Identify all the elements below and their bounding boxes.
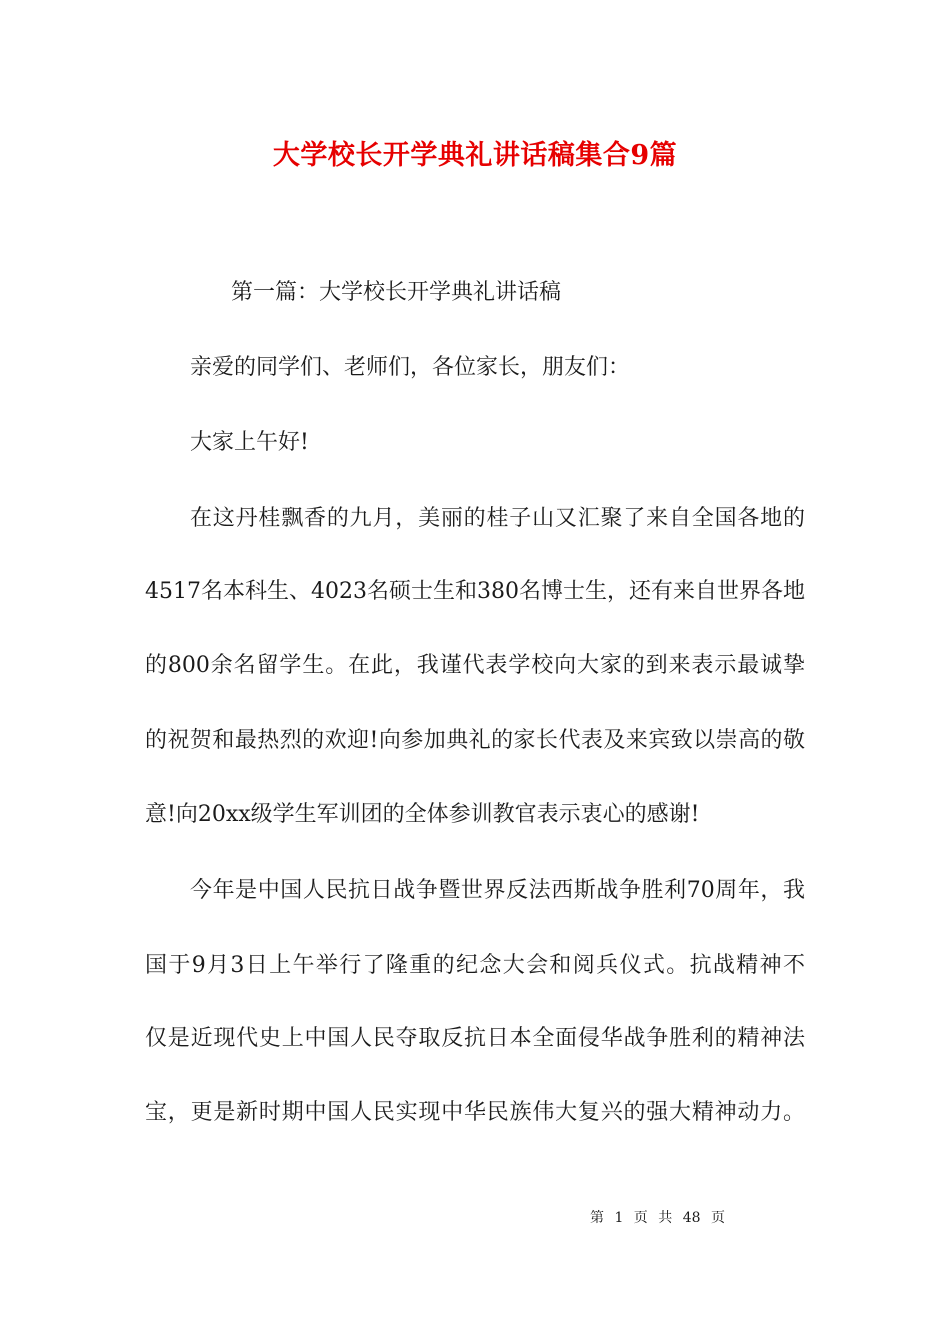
paragraph-2-line-3: 仅是近现代史上中国人民夺取反抗日本全面侵华战争胜利的精神法: [145, 1026, 805, 1051]
greeting-line: 大家上午好!: [190, 430, 309, 455]
paragraph-2-line-1: 今年是中国人民抗日战争暨世界反法西斯战争胜利70周年，我: [190, 878, 805, 903]
page-number-footer: 第 1 页 共 48 页: [590, 1210, 725, 1226]
document-title: 大学校长开学典礼讲话稿集合9篇: [272, 140, 678, 171]
paragraph-1-line-1: 在这丹桂飘香的九月，美丽的桂子山又汇聚了来自全国各地的: [190, 506, 805, 531]
paragraph-1-line-3: 的800余名留学生。在此，我谨代表学校向大家的到来表示最诚挚: [145, 653, 805, 678]
section-heading: 第一篇：大学校长开学典礼讲话稿: [231, 280, 562, 305]
paragraph-2-line-2: 国于9月3日上午举行了隆重的纪念大会和阅兵仪式。抗战精神不: [145, 953, 805, 978]
paragraph-1-line-2: 4517名本科生、4023名硕士生和380名博士生，还有来自世界各地: [145, 579, 805, 604]
salutation-line: 亲爱的同学们、老师们，各位家长，朋友们：: [190, 355, 631, 380]
paragraph-1-line-5: 意!向20xx级学生军训团的全体参训教官表示衷心的感谢!: [145, 802, 700, 827]
paragraph-1-line-4: 的祝贺和最热烈的欢迎!向参加典礼的家长代表及来宾致以崇高的敬: [145, 728, 805, 753]
paragraph-2-line-4: 宝，更是新时期中国人民实现中华民族伟大复兴的强大精神动力。: [145, 1100, 805, 1125]
